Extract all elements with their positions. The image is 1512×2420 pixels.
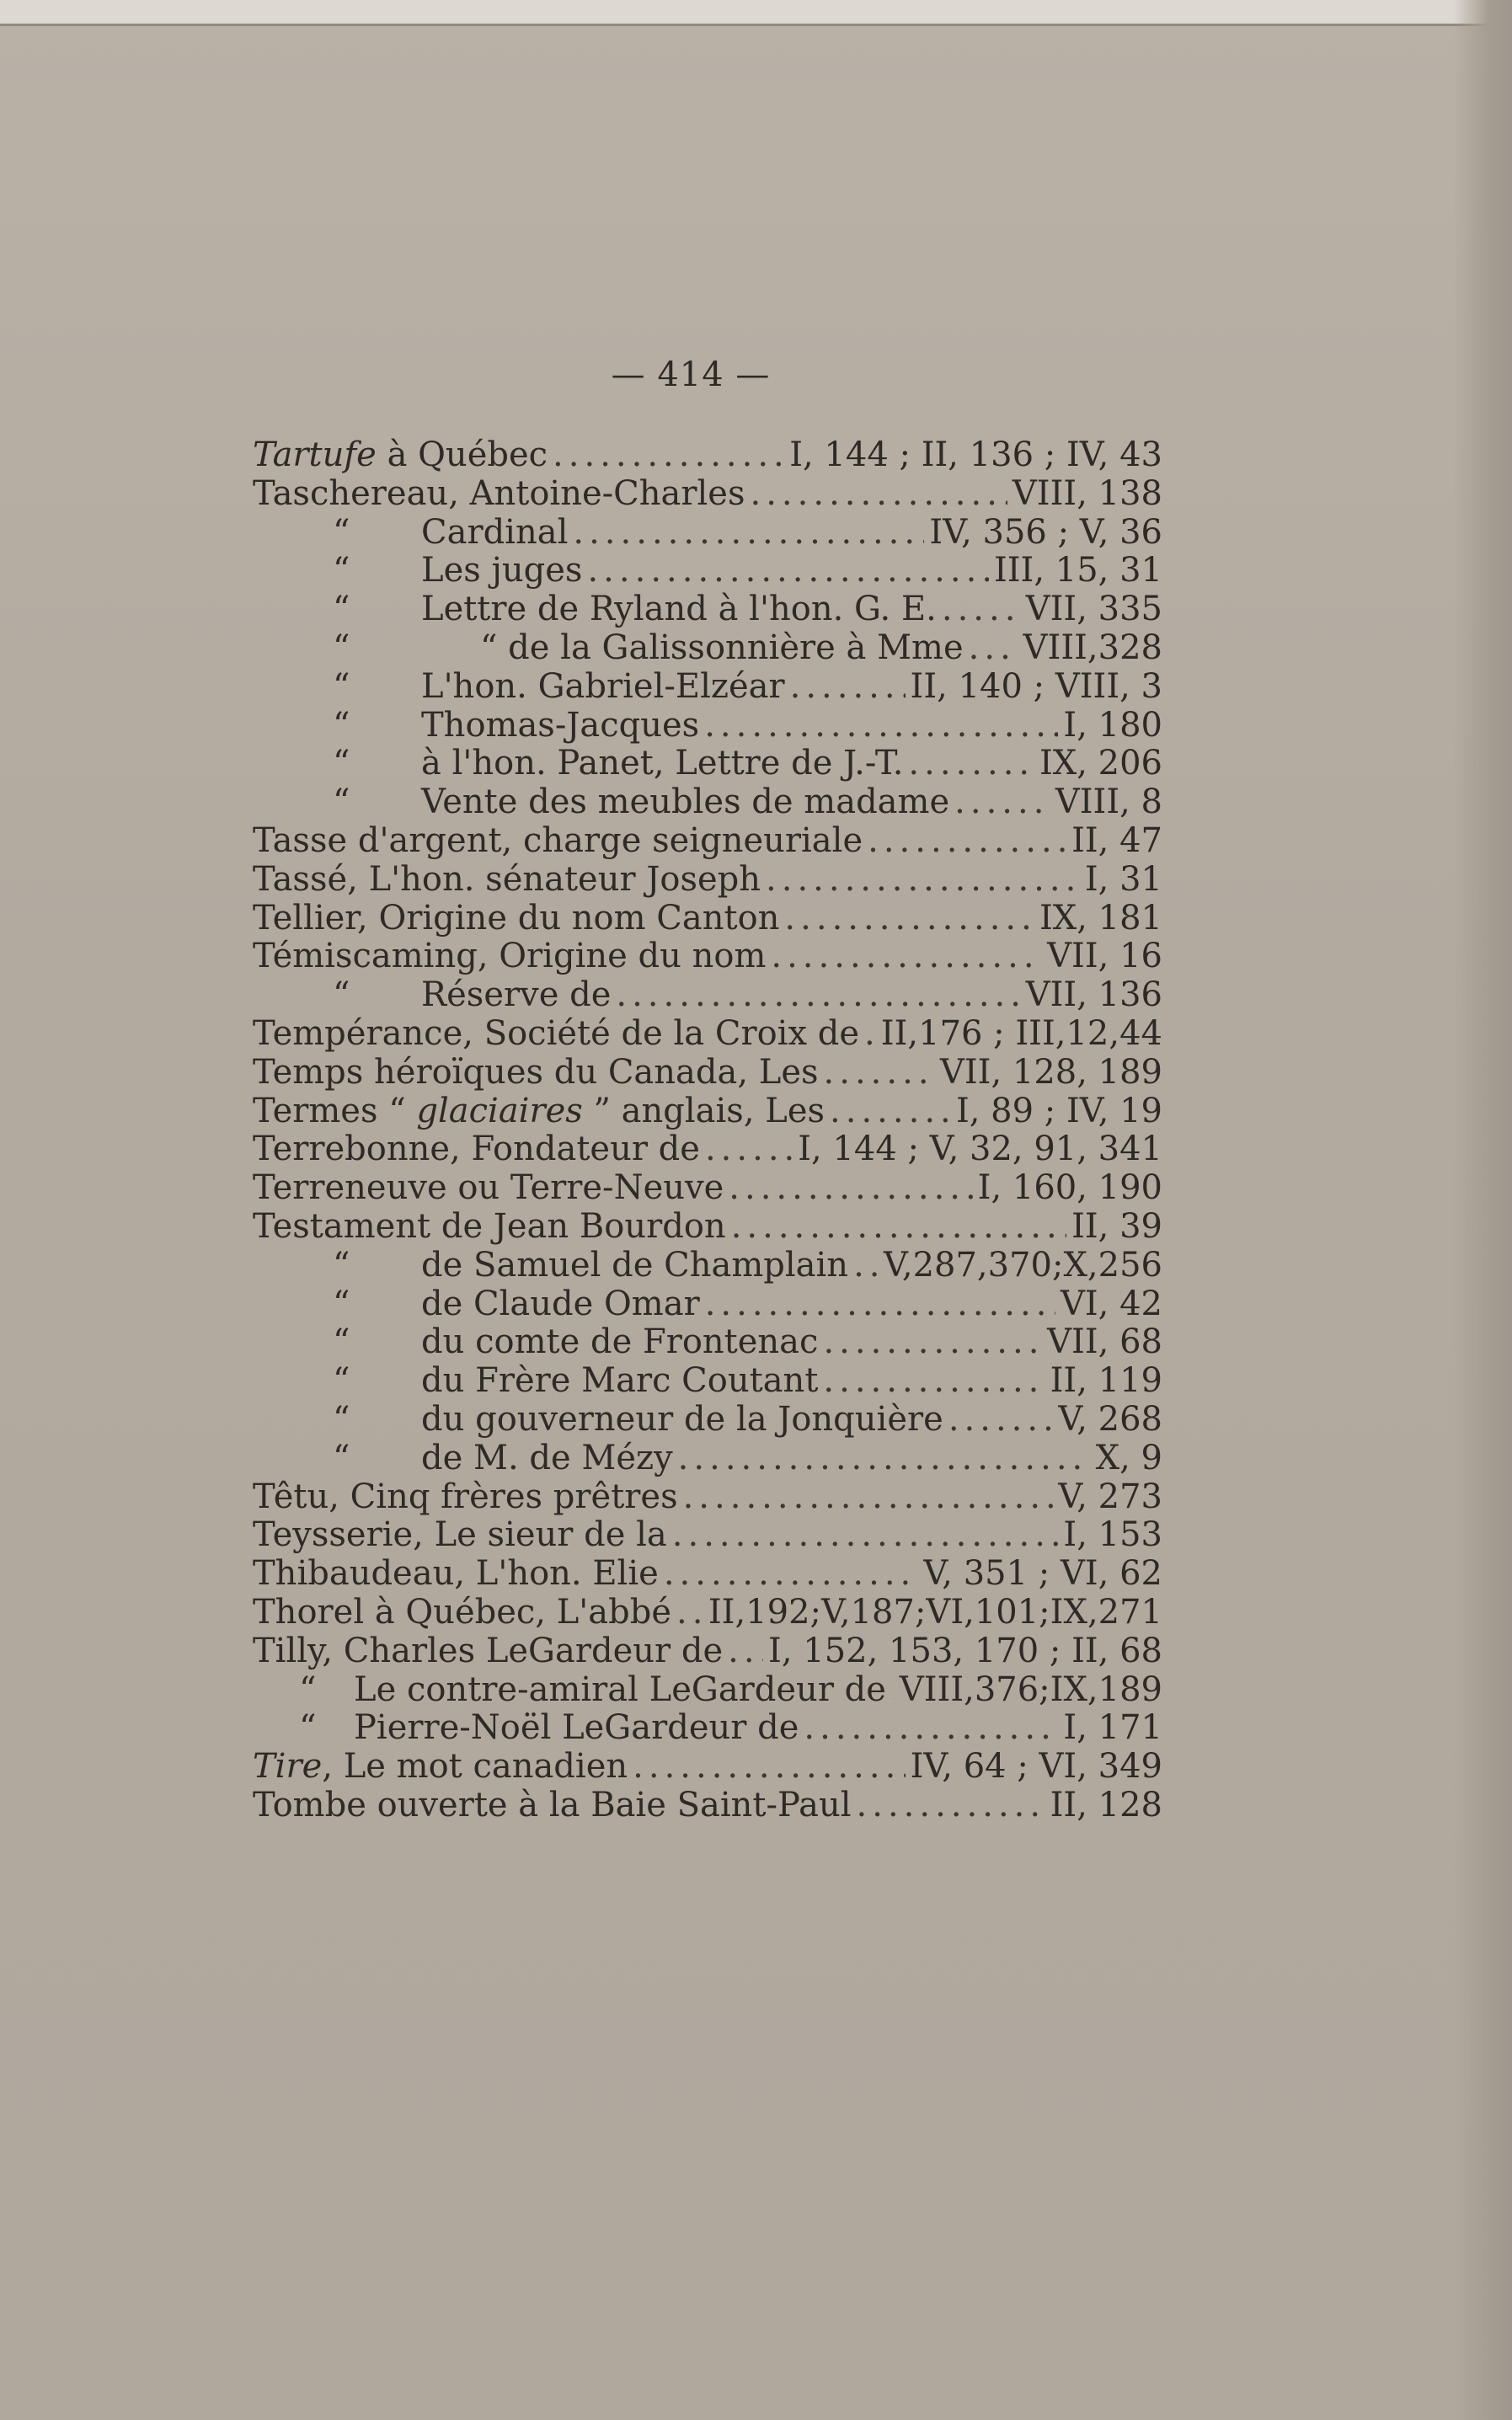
entry-references: VIII,328 — [1023, 628, 1162, 667]
dot-leader — [804, 1709, 1058, 1748]
entry-label — [253, 745, 903, 783]
entry-label — [253, 668, 785, 707]
entry-text: du Frère Marc Coutant — [421, 1361, 819, 1401]
entry-text: L'hon. Gabriel-Elzéar — [421, 666, 785, 706]
index-entry — [253, 1516, 1162, 1555]
entry-references: V, 273 — [1058, 1477, 1162, 1516]
entry-references: I, 144 ; II, 136 ; IV, 43 — [789, 435, 1162, 474]
entry-references: I, 160, 190 — [977, 1168, 1162, 1208]
entry-references: I, 31 — [1084, 859, 1162, 899]
entry-label — [253, 707, 699, 745]
index-entry — [253, 552, 1162, 590]
dot-leader — [664, 1555, 919, 1594]
entry-references: VIII, 8 — [1055, 783, 1162, 822]
entry-label — [253, 514, 568, 553]
dot-leader — [553, 436, 784, 475]
entry-label — [253, 1594, 671, 1632]
dot-leader — [704, 707, 1058, 745]
entry-text: Tombe ouverte à la Baie Saint-Paul — [253, 1785, 852, 1824]
dot-leader — [853, 1247, 879, 1285]
dot-leader — [942, 590, 1021, 629]
ditto-mark: “ — [333, 590, 350, 629]
entry-references: I, 171 — [1063, 1708, 1162, 1748]
entry-label — [253, 1247, 848, 1285]
ditto-mark: “ — [333, 1438, 350, 1477]
top-edge — [0, 0, 1512, 26]
entry-italic-text: Tire — [253, 1747, 323, 1787]
ditto-mark: “ — [333, 1399, 350, 1439]
index-entry — [253, 1594, 1162, 1632]
entry-label — [253, 861, 761, 900]
index-entry — [253, 783, 1162, 822]
index-entry — [253, 1555, 1162, 1594]
dot-leader — [766, 861, 1080, 900]
dot-leader — [587, 552, 988, 590]
entry-text: à l'hon. Panet, Lettre de J.-T. — [421, 744, 904, 783]
index-entry — [253, 1169, 1162, 1208]
entry-label — [253, 1709, 799, 1748]
index-entry — [253, 629, 1162, 668]
entry-references: I, 144 ; V, 32, 91, 341 — [798, 1130, 1162, 1169]
ditto-mark: “ — [333, 783, 350, 822]
dot-leader — [891, 1671, 895, 1710]
entry-references: I, 153 — [1063, 1515, 1162, 1555]
entry-text: Vente des meubles de madame — [421, 783, 950, 822]
ditto-mark: “ — [299, 1708, 317, 1748]
dot-leader — [616, 976, 1020, 1015]
entry-text: du comte de Frontenac — [421, 1322, 819, 1362]
page-edge-shadow — [1453, 0, 1512, 2420]
entry-references: VIII, 138 — [1012, 473, 1162, 513]
index-entry — [253, 1130, 1162, 1169]
dot-leader — [969, 629, 1018, 668]
entry-label — [253, 822, 863, 861]
entry-italic-text: Tartufe — [253, 435, 377, 474]
entry-text: Tassé, L'hon. sénateur Joseph — [253, 859, 761, 899]
entry-text: Lettre de Ryland à l'hon. G. E. — [421, 590, 937, 629]
index-entry — [253, 1323, 1162, 1362]
index-entry — [253, 1787, 1162, 1825]
entry-label — [253, 1671, 886, 1710]
index-entry — [253, 475, 1162, 514]
index-entry — [253, 1401, 1162, 1440]
dot-leader — [729, 1169, 972, 1208]
entry-label — [253, 436, 548, 475]
entry-references: IX, 181 — [1039, 898, 1162, 938]
ditto-mark: “ — [333, 666, 350, 706]
entry-references: II, 119 — [1050, 1361, 1162, 1401]
dot-leader — [908, 745, 1034, 783]
entry-label — [253, 976, 611, 1015]
ditto-mark: “ — [333, 975, 350, 1015]
entry-references: IV, 356 ; V, 36 — [929, 512, 1162, 552]
dot-leader — [771, 938, 1042, 976]
entry-references: II, 47 — [1071, 820, 1162, 860]
entry-label — [253, 1092, 825, 1131]
entry-text: Temps héroïques du Canada, Les — [253, 1052, 819, 1092]
entry-text: du gouverneur de la Jonquière — [421, 1399, 943, 1439]
entry-label — [253, 1362, 818, 1401]
index-entry — [253, 1054, 1162, 1092]
ditto-mark: “ — [333, 1322, 350, 1362]
entry-text-suffix: à Québec — [376, 435, 548, 474]
index-list — [253, 436, 1162, 1825]
entry-text: de Claude Omar — [421, 1284, 700, 1323]
entry-references: I, 152, 153, 170 ; II, 68 — [768, 1631, 1162, 1670]
dot-leader — [672, 1516, 1059, 1555]
entry-label — [253, 1516, 667, 1555]
dot-leader — [868, 822, 1066, 861]
entry-references: IX, 206 — [1039, 744, 1162, 783]
entry-text: Tilly, Charles LeGardeur de — [253, 1631, 724, 1670]
entry-label — [253, 900, 779, 938]
entry-text: Réserve de — [421, 975, 612, 1015]
entry-references: VI, 42 — [1060, 1284, 1162, 1323]
entry-label — [253, 1401, 943, 1440]
index-entry — [253, 1671, 1162, 1710]
ditto-mark: “ — [333, 1361, 350, 1401]
entry-text: Thomas-Jacques — [421, 705, 700, 745]
entry-text: Témiscaming, Origine du nom — [253, 937, 767, 976]
index-entry — [253, 1709, 1162, 1748]
ditto-mark: “ — [333, 1245, 350, 1285]
dot-leader — [948, 1401, 1054, 1440]
dot-leader — [705, 1285, 1055, 1324]
index-entry — [253, 1015, 1162, 1054]
index-entry — [253, 976, 1162, 1015]
dot-leader — [790, 668, 906, 707]
dot-leader — [864, 1015, 876, 1054]
entry-label — [253, 1787, 852, 1825]
index-entry — [253, 822, 1162, 861]
entry-label — [253, 1748, 628, 1787]
ditto-mark: “ — [333, 744, 350, 783]
index-entry — [253, 436, 1162, 475]
entry-label — [253, 1130, 700, 1169]
index-entry — [253, 668, 1162, 707]
index-entry — [253, 938, 1162, 976]
entry-label — [253, 1555, 659, 1594]
entry-text-suffix: , Le mot canadien — [322, 1747, 628, 1787]
entry-references: V, 351 ; VI, 62 — [923, 1554, 1162, 1594]
dot-leader — [676, 1594, 703, 1632]
ditto-mark: “ — [333, 1284, 350, 1323]
entry-label — [253, 1285, 700, 1324]
entry-text: Tellier, Origine du nom Canton — [253, 898, 780, 938]
index-entry — [253, 1440, 1162, 1478]
dot-leader — [633, 1748, 905, 1787]
entry-text: Terreneuve ou Terre-Neuve — [253, 1168, 724, 1208]
dot-leader — [683, 1478, 1054, 1517]
entry-references: V, 268 — [1058, 1399, 1162, 1439]
entry-references: VII, 128, 189 — [939, 1052, 1162, 1092]
dot-leader — [573, 514, 924, 553]
ditto-mark: “ — [333, 512, 350, 552]
dot-leader — [954, 783, 1050, 822]
entry-text: Têtu, Cinq frères prêtres — [253, 1477, 678, 1516]
dot-leader — [824, 1054, 935, 1092]
index-entry — [253, 1208, 1162, 1247]
index-entry — [253, 590, 1162, 629]
dot-leader — [678, 1440, 1091, 1478]
entry-label — [253, 1208, 726, 1247]
entry-text: Cardinal — [421, 512, 569, 552]
entry-text: Thibaudeau, L'hon. Elie — [253, 1554, 659, 1594]
entry-references: I, 180 — [1063, 705, 1162, 745]
entry-label — [253, 1323, 818, 1362]
index-entry — [253, 1748, 1162, 1787]
entry-text: Termes “ — [253, 1091, 417, 1130]
entry-references: VII, 68 — [1047, 1322, 1162, 1362]
entry-references: II, 128 — [1050, 1785, 1162, 1824]
entry-text: Teysserie, Le sieur de la — [253, 1515, 667, 1555]
entry-label — [253, 629, 964, 668]
ditto-mark: “ — [299, 1669, 317, 1709]
index-entry — [253, 514, 1162, 553]
entry-label — [253, 1015, 859, 1054]
entry-text: “ de la Galissonnière à Mme — [480, 628, 964, 667]
ditto-mark: “ — [333, 628, 350, 667]
index-entry — [253, 1362, 1162, 1401]
entry-label — [253, 1478, 678, 1517]
entry-text: Pierre-Noël LeGardeur de — [354, 1708, 799, 1748]
entry-references: V,287,370;X,256 — [883, 1245, 1162, 1285]
entry-label — [253, 590, 937, 629]
index-entry — [253, 1092, 1162, 1131]
entry-text: Thorel à Québec, L'abbé — [253, 1592, 672, 1632]
entry-label — [253, 783, 949, 822]
entry-text: Taschereau, Antoine-Charles — [253, 473, 745, 513]
entry-text: Le contre-amiral LeGardeur de — [354, 1669, 886, 1709]
entry-references: II,176 ; III,12,44 — [880, 1013, 1162, 1053]
entry-label — [253, 1169, 724, 1208]
index-entry — [253, 900, 1162, 938]
dot-leader — [728, 1632, 763, 1671]
index-entry — [253, 745, 1162, 783]
ditto-mark: “ — [333, 551, 350, 590]
entry-references: VII, 335 — [1025, 590, 1162, 629]
entry-label — [253, 475, 745, 514]
index-entry — [253, 1285, 1162, 1324]
entry-text: de M. de Mézy — [421, 1438, 673, 1477]
entry-references: II,192;V,187;VI,101;IX,271 — [708, 1592, 1162, 1632]
index-entry — [253, 1478, 1162, 1517]
entry-label — [253, 1440, 673, 1478]
entry-references: X, 9 — [1095, 1438, 1162, 1477]
index-entry — [253, 707, 1162, 745]
page-number: — 414 — — [611, 355, 771, 394]
dot-leader — [751, 475, 1007, 514]
dot-leader — [857, 1787, 1045, 1825]
index-entry — [253, 861, 1162, 900]
ditto-mark: “ — [333, 705, 350, 745]
dot-leader — [731, 1208, 1066, 1247]
entry-references: VII, 16 — [1047, 937, 1162, 976]
entry-references: VIII,376;IX,189 — [899, 1669, 1162, 1709]
dot-leader — [823, 1323, 1042, 1362]
entry-label — [253, 1632, 723, 1671]
index-entry — [253, 1632, 1162, 1671]
entry-text-suffix: ” anglais, Les — [582, 1091, 825, 1130]
dot-leader — [830, 1092, 951, 1131]
entry-references: IV, 64 ; VI, 349 — [910, 1747, 1162, 1787]
entry-label — [253, 1054, 819, 1092]
entry-label — [253, 552, 582, 590]
entry-italic-text: glaciaires — [416, 1091, 583, 1130]
entry-label — [253, 938, 766, 976]
entry-text: Tempérance, Société de la Croix de — [253, 1013, 859, 1053]
index-entry — [253, 1247, 1162, 1285]
dot-leader — [784, 900, 1034, 938]
entry-text: Les juges — [421, 551, 583, 590]
dot-leader — [823, 1362, 1045, 1401]
entry-text: de Samuel de Champlain — [421, 1245, 849, 1285]
entry-text: Terrebonne, Fondateur de — [253, 1130, 700, 1169]
dot-leader — [705, 1130, 793, 1169]
entry-references: III, 15, 31 — [993, 551, 1162, 590]
entry-references: II, 39 — [1071, 1206, 1162, 1246]
entry-text: Tasse d'argent, charge seigneuriale — [253, 820, 863, 860]
entry-references: I, 89 ; IV, 19 — [955, 1091, 1162, 1130]
entry-references: II, 140 ; VIII, 3 — [910, 666, 1162, 706]
entry-text: Testament de Jean Bourdon — [253, 1206, 726, 1246]
entry-references: VII, 136 — [1025, 975, 1162, 1015]
